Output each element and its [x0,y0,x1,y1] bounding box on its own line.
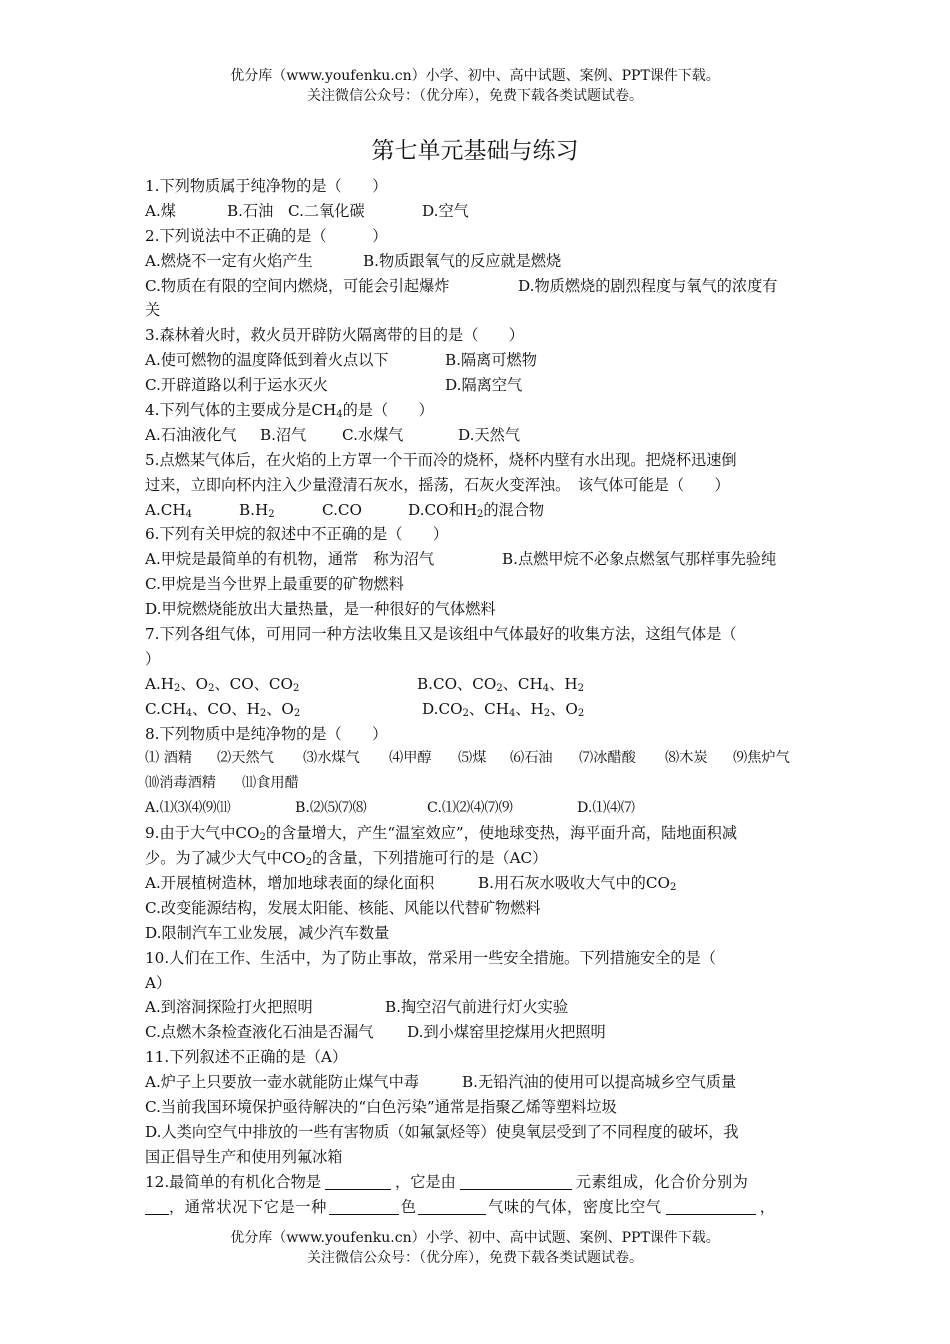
footer-line-2: 关注微信公众号：（优分库），免费下载各类试题试卷。 [307,1250,643,1266]
q5-options [145,498,807,523]
q2-option-c: C.物质在有限的空间内燃烧，可能会引起爆炸 [145,276,450,295]
q12-blank-5[interactable] [418,1198,486,1215]
q8-item-7: ⑺冰醋酸 [579,750,636,767]
footer-line-1: 优分库（www.youfenku.cn）小学、初中、高中试题、案例、PPT课件下载。 [230,1230,720,1246]
q7-c-s1: 4 [185,707,193,719]
q6-options-ab [145,547,807,572]
q8-items-line-1 [145,746,807,771]
q2-option-d: D.物质燃烧的剧烈程度与氧气的浓度有 [518,276,778,295]
q8-options [145,796,807,821]
q7-a-s5: 2 [292,682,300,694]
q9-l2-tail: 的含量，下列措施可行的是（AC） [312,849,548,868]
q10-stem-line-2: A） [145,973,172,992]
q7-b-s5: 2 [577,682,584,694]
q7-option-c [145,697,300,722]
q7-c-p4: 、O [266,699,294,718]
q7-b-s3: 4 [542,682,550,694]
q8-item-2: ⑵天然气 [217,750,274,767]
q6-stem: 6.下列有关甲烷的叙述中不正确的是（ ） [145,525,449,544]
question-list [145,174,807,1219]
q9-b-text: B.用石灰水吸收大气中的CO [478,873,670,892]
q12-blank-4[interactable] [329,1198,399,1215]
header-line-2: 关注微信公众号：（优分库），免费下载各类试题试卷。 [307,88,643,104]
q12-text-2: ，它是由 [395,1172,456,1191]
q12-text-1: 12.最简单的有机化合物是 [145,1172,322,1191]
q6-option-b: B.点燃甲烷不必象点燃氢气那样事先验纯 [502,550,777,569]
q2-options-cd [145,274,807,299]
q11-stem: 11.下列叙述不正确的是（A） [145,1048,348,1067]
q7-a-s1: 2 [174,682,181,694]
q5-d-sub: 2 [476,508,484,520]
q7-d-p0: D.CO [422,699,463,718]
q4-option-b: B.沼气 [260,425,307,444]
q8-item-3: ⑶水煤气 [303,750,360,767]
q5-stem-line-2: 过来，立即向杯内注入少量澄清石灰水，摇荡，石灰火变浑浊。 该气体可能是（ ） [145,475,730,494]
q2-option-b: B.物质跟氧气的反应就是燃烧 [363,251,562,270]
q12-text-5: 色 [400,1197,417,1216]
q8-option-a: A.⑴⑶⑷⑼⑾ [145,800,231,817]
page-title: 第七单元基础与练习 [371,138,579,164]
q9-l2-text: 少。为了减少大气中CO [145,849,306,868]
q12-blank-3[interactable] [145,1198,169,1215]
q3-option-c: C.开辟道路以利于运水灭火 [145,376,328,395]
q12-text-3: 元素组成，化合价分别为 [575,1172,749,1191]
q4-option-c: C.水煤气 [342,425,404,444]
q4-stem-tail: 的是（ ） [342,401,434,420]
q8-item-8: ⑻木炭 [665,750,708,767]
q8-item-1: ⑴ 酒精 [145,750,193,767]
q8-items-line-2 [145,771,807,796]
q3-options-ab [145,348,807,373]
q8-item-5: ⑸煤 [458,750,487,767]
q11-option-d-cont: 国正倡导生产和使用列氟冰箱 [145,1147,343,1166]
q5-a-sub: 4 [185,508,193,520]
q7-d-s5: 2 [543,707,551,719]
q3-option-a: A.使可燃物的温度降低到着火点以下 [145,351,389,370]
q7-options-cd [145,697,807,722]
q1-option-b: B.石油 [227,201,274,220]
q2-stem: 2.下列说法中不正确的是（ ） [145,226,388,245]
q7-option-a [145,672,299,697]
q8-item-11: ⑾食用醋 [242,775,299,792]
q7-c-s3: 2 [259,707,267,719]
q10-option-b: B.掏空沼气前进行灯火实验 [385,998,569,1017]
q5-option-c: C.CO [322,500,362,519]
q7-stem-line-2: ） [145,649,161,668]
q5-d-tail: 的混合物 [483,500,545,519]
page-footer [0,1228,950,1268]
q12-text-4: ，通常状况下它是一种 [169,1197,327,1216]
q7-c-s5: 2 [293,707,301,719]
q3-stem: 3.森林着火时，救火员开辟防火隔离带的目的是（ ） [145,326,524,345]
q6-option-a: A.甲烷是最简单的有机物，通常 称为沼气 [145,550,435,569]
q7-option-b [417,672,584,697]
q3-option-b: B.隔离可燃物 [445,351,537,370]
q11-option-c: C.当前我国环境保护亟待解决的“白色污染”通常是指聚乙烯等塑料垃圾 [145,1097,617,1116]
q8-stem: 8.下列物质中是纯净物的是（ ） [145,724,388,743]
q2-options-ab [145,249,807,274]
q6-option-c: C.甲烷是当今世界上最重要的矿物燃料 [145,575,404,594]
q8-item-9: ⑼焦炉气 [733,750,790,767]
q7-b-p4: 、H [549,674,578,693]
q7-c-p2: 、CO、H [192,699,260,718]
q5-option-a [145,498,192,523]
q8-item-10: ⑽消毒酒精 [145,775,216,792]
q6-option-d: D.甲烷燃烧能放出大量热量，是一种很好的气体燃料 [145,600,496,619]
q4-options [145,423,807,448]
q1-stem: 1.下列物质属于纯净物的是（ ） [145,177,388,195]
q7-d-p6: 、O [550,699,578,718]
header-line-1: 优分库（www.youfenku.cn）小学、初中、高中试题、案例、PPT课件下载。 [230,68,720,84]
q5-b-text: B.H [239,500,269,519]
q10-stem-line-1: 10.人们在工作、生活中，为了防止事故，常采用一些安全措施。下列措施安全的是（ [145,948,716,967]
q9-option-d: D.限制汽车工业发展，减少汽车数量 [145,923,390,942]
q8-item-6: ⑹石油 [510,750,553,767]
q10-option-d: D.到小煤窑里挖煤用火把照明 [407,1023,606,1042]
q5-option-b [239,498,275,523]
q10-options-ab [145,995,807,1020]
q9-options-ab [145,871,807,896]
q9-option-c: C.改变能源结构，发展太阳能、核能、风能以代替矿物燃料 [145,898,541,917]
q12-text-6: 气味的气体，密度比空气 [488,1197,662,1216]
q3-option-d: D.隔离空气 [445,376,523,395]
q11-options-ab [145,1070,807,1095]
q7-d-s7: 2 [577,707,585,719]
q8-option-d: D.⑴⑷⑺ [577,800,635,817]
q10-options-cd [145,1020,807,1045]
q7-c-p0: C.CH [145,699,186,718]
q12-blank-2[interactable] [460,1173,572,1190]
q7-a-p4: 、CO、CO [214,674,293,693]
q4-option-a: A.石油液化气 [145,425,237,444]
q12-line-2 [145,1195,807,1220]
q9-stem-line-1 [145,821,807,846]
q11-option-a: A.炉子上只要放一壶水就能防止煤气中毒 [145,1073,419,1092]
q5-b-sub: 2 [268,508,275,520]
q4-stem-sub: 4 [336,409,343,421]
page-header [0,66,950,106]
q7-d-s3: 4 [508,707,516,719]
q1-options [145,199,807,224]
q7-option-d [422,697,584,722]
q11-option-d: D.人类向空气中排放的一些有害物质（如氟氯烃等）使臭氧层受到了不同程度的破坏，我 [145,1122,739,1141]
q9-b-sub: 2 [669,881,677,893]
q9-l1-tail: 的含量增大，产生“温室效应”，使地球变热，海平面升高，陆地面积减 [265,824,738,843]
q2-option-d-cont: 关 [145,301,161,320]
q9-option-b [478,871,676,896]
q7-d-p2: 、CH [468,699,509,718]
q12-blank-1[interactable] [325,1173,391,1190]
q9-option-a: A.开展植树造林，增加地球表面的绿化面积 [145,873,435,892]
q4-stem [145,398,807,423]
q7-b-p0: B.CO、CO [417,674,497,693]
q5-option-d [408,498,544,523]
q3-options-cd [145,373,807,398]
q5-d-text: D.CO和H [408,500,477,519]
q7-b-s1: 2 [496,682,503,694]
q7-d-s1: 2 [462,707,469,719]
q7-options-ab [145,672,807,697]
q5-stem-line-1: 5.点燃某气体后，在火焰的上方罩一个干而冷的烧杯，烧杯内壁有水出现。把烧杯迅速倒 [145,450,737,469]
q12-text-7: ， [759,1197,775,1216]
q8-item-4: ⑷甲醇 [389,750,432,767]
q10-option-a: A.到溶洞探险打火把照明 [145,998,313,1017]
q9-l1-text: 9.由于大气中CO [145,824,260,843]
q12-blank-6[interactable] [666,1198,756,1215]
q2-option-a: A.燃烧不一定有火焰产生 [145,251,313,270]
q8-option-b: B.⑵⑸⑺⑻ [295,800,367,817]
q12-line-1 [145,1170,807,1195]
q9-l2-sub: 2 [305,857,313,869]
q7-d-p4: 、H [515,699,544,718]
q8-option-c: C.⑴⑵⑷⑺⑼ [427,800,513,817]
q1-option-a: A.煤 [145,201,176,220]
q7-a-p2: 、O [180,674,209,693]
q7-a-p0: A.H [145,674,175,693]
q11-option-b: B.无铅汽油的使用可以提高城乡空气质量 [462,1073,737,1092]
q9-stem-line-2 [145,846,807,871]
q7-stem-line-1: 7.下列各组气体，可用同一种方法收集且又是该组中气体最好的收集方法，这组气体是（ [145,625,737,644]
q4-stem-text: 4.下列气体的主要成分是CH [145,401,337,420]
q5-a-text: A.CH [145,500,186,519]
q1-option-c: C.二氧化碳 [288,201,365,220]
q4-option-d: D.天然气 [458,425,521,444]
q10-option-c: C.点燃木条检查液化石油是否漏气 [145,1023,374,1042]
q1-option-d: D.空气 [422,201,469,220]
q7-a-s3: 2 [208,682,215,694]
q9-l1-sub: 2 [259,832,266,844]
q7-b-p2: 、CH [502,674,543,693]
